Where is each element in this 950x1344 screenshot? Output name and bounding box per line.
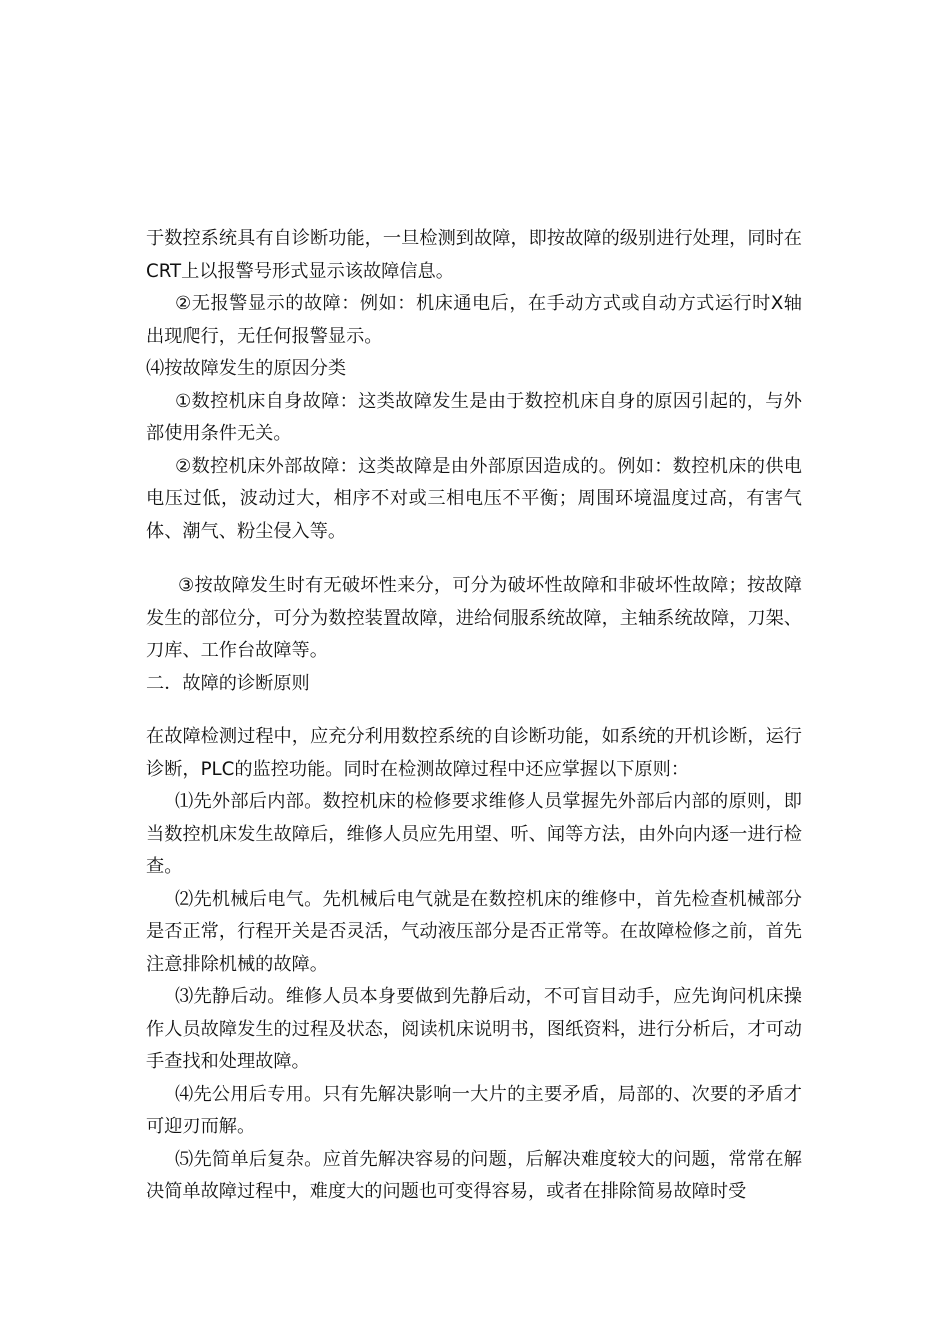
paragraph-principle-4: ⑷先公用后专用。只有先解决影响一大片的主要矛盾，局部的、次要的矛盾才可迎刃而解。	[146, 1083, 802, 1137]
paragraph-external-fault: ②数控机床外部故障：这类故障是由外部原因造成的。例如：数控机床的供电电压过低，波动过大，相序不对或三相电压不平衡；周围环境温度过高，有害气体、潮气、粉尘侵入等。	[146, 455, 802, 542]
paragraph-principle-3: ⑶先静后动。维修人员本身要做到先静后动，不可盲目动手，应先询问机床操作人员故障发生的过程及状态，阅读机床说明书，图纸资料，进行分析后，才可动手查找和处理故障。	[146, 986, 802, 1072]
paragraph-principle-2: ⑵先机械后电气。先机械后电气就是在数控机床的维修中，首先检查机械部分是否正常，行程开关是否灵活，气动液压部分是否正常等。在故障检修之前，首先注意排除机械的故障。	[146, 888, 802, 975]
paragraph-destructive-fault: ③按故障发生时有无破坏性来分，可分为破坏性故障和非破坏性故障；按故障发生的部位分，可分为数控装置故障，进给伺服系统故障，主轴系统故障，刀架、刀库、工作台故障等。	[146, 575, 802, 661]
paragraph-no-alarm-fault: ②无报警显示的故障：例如：机床通电后，在手动方式或自动方式运行时X轴出现爬行，无任何报警显示。	[146, 293, 802, 347]
paragraph-continued-intro: 于数控系统具有自诊断功能，一旦检测到故障，即按故障的级别进行处理，同时在CRT上以报警号形式显示该故障信息。	[146, 228, 802, 282]
section-heading-diagnosis-principles: 二．故障的诊断原则	[146, 672, 310, 694]
subheading-cause-classification: ⑷按故障发生的原因分类	[146, 358, 347, 379]
paragraph-principle-5: ⑸先简单后复杂。应首先解决容易的问题，后解决难度较大的问题，常常在解决简单故障过程中，难度大的问题也可变得容易，或者在排除简易故障时受	[146, 1148, 802, 1202]
paragraph-diagnosis-intro: 在故障检测过程中，应充分利用数控系统的自诊断功能，如系统的开机诊断，运行诊断，PLC的监控功能。同时在检测故障过程中还应掌握以下原则：	[146, 726, 802, 780]
paragraph-principle-1: ⑴先外部后内部。数控机床的检修要求维修人员掌握先外部后内部的原则，即当数控机床发生故障后，维修人员应先用望、听、闻等方法，由外向内逐一进行检查。	[146, 791, 802, 877]
document-body	[146, 223, 802, 1209]
paragraph-internal-fault: ①数控机床自身故障：这类故障发生是由于数控机床自身的原因引起的，与外部使用条件无关。	[146, 390, 802, 444]
